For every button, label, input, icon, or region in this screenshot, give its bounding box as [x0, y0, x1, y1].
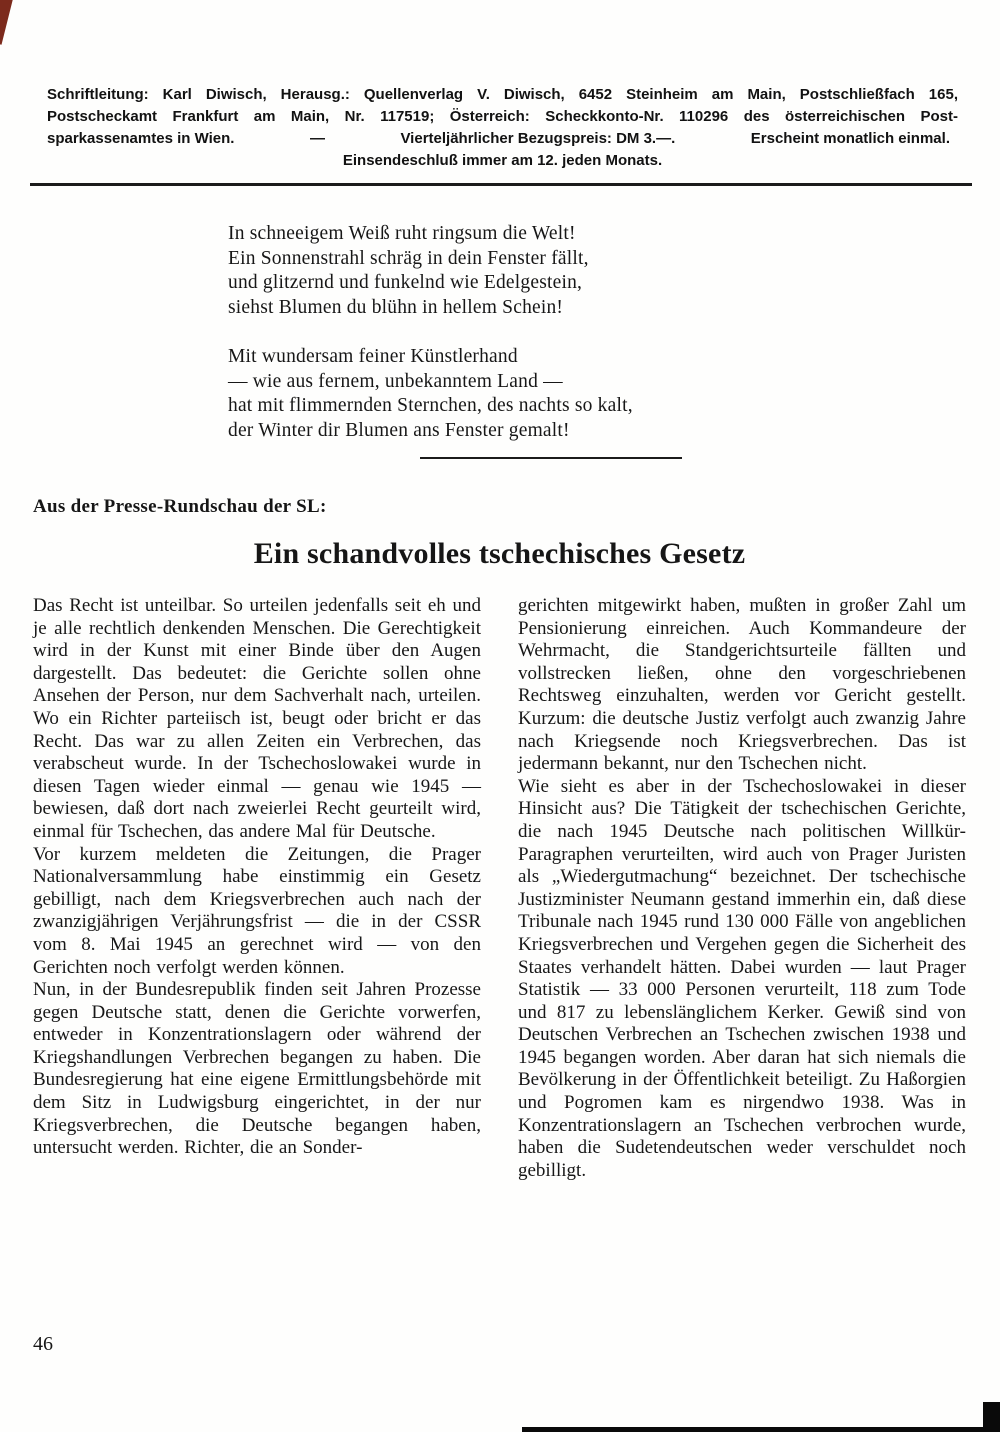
poem-line: Mit wundersam feiner Künstlerhand	[228, 346, 518, 367]
scan-artifact-top-left	[0, 0, 14, 45]
article-left-column	[33, 595, 481, 1182]
poem	[228, 222, 633, 443]
poem-line: der Winter dir Blumen ans Fenster gemalt!	[228, 419, 570, 441]
poem-line: In schneeigem Weiß ruht ringsum die Welt!	[228, 223, 576, 244]
paragraph: Wie sieht es aber in der Tschechoslowakei in dieser Hinsicht aus? Die Tätigkeit der tschechischen Gerichte, die nach 1945 Deutsche nach politischen Willkür-Paragraphen verurteilten, wird auch von Prager Juristen als „Wiedergutmachung“ bezeichnet. Der tschechische Justizminister Neumann gestand immerhin ein, daß diese Tribunale nach 1945 rund 130 000 Fälle von angeblichen Kriegsverbrechen und Vergehen gegen die Sicherheit des Staates verhandelt hätten. Dabei wurden — laut Prager Statistik — 33 000 Personen verurteilt, 118 zum Tode und 817 zu lebenslänglichem Kerker. Gewiß sind von Deutschen Verbrechen an Tschechen zwischen 1938 und 1945 begangen worden. Aber daran hat sich niemals die Bevölkerung in der Öffentlichkeit beteiligt. Zu Haßorgien und Pogromen kam es nirgendwo 1938. Was in Konzentrationslagern an Tschechen verbrochen wurde, haben die Sudetendeutschen weder verschuldet noch gebilligt.	[518, 775, 966, 1181]
masthead-line-1: Schriftleitung: Karl Diwisch, Herausg.: Quellenverlag V. Diwisch, 6452 Steinheim am Main, Postschließfach 165,	[47, 86, 958, 103]
poem-line: hat mit flimmernden Sternchen, des nachts so kalt,	[228, 395, 633, 416]
masthead-line-3	[47, 128, 958, 150]
masthead-line-3-dash: —	[309, 130, 325, 147]
masthead-line-4: Einsendeschluß immer am 12. jeden Monats.	[342, 152, 663, 169]
masthead-line-2: Postscheckamt Frankfurt am Main, Nr. 117519; Österreich: Scheckkonto-Nr. 110296 des österreichischen Post-	[47, 108, 958, 125]
paragraph: Das Recht ist unteilbar. So urteilen jedenfalls seit eh und je alle rechtlich denkenden Menschen. Die Gerechtigkeit wird in der Kunst mit einer Binde über den Augen dargestellt. Das bedeutet: die Gerichte sollen ohne Ansehen der Person, nur dem Sachverhalt nach, urteilen. Wo ein Richter parteiisch ist, beugt oder bricht er das Recht. Das war zu allen Zeiten ein Verbrechen, das verabscheut wurde. In der Tschechoslowakei wurde in diesen Tagen wieder einmal — genau wie 1945 — bewiesen, daß dort nach zweierlei Recht geurteilt wird, einmal für Tschechen, das andere Mal für Deutsche.	[33, 595, 481, 842]
masthead-line-3-segment: sparkassenamtes in Wien.	[47, 130, 235, 147]
article-body	[33, 595, 966, 1182]
poem-line: Ein Sonnenstrahl schräg in dein Fenster fällt,	[228, 247, 589, 269]
paragraph: Vor kurzem meldeten die Zeitungen, die Prager Nationalversammlung habe einstimmig ein Gesetz gebilligt, nach dem Kriegsverbrechen auch nach der zwanzigjährigen Verjährungsfrist — die in der CSSR vom 8. Mai 1945 an gerechnet wird — von den Gerichten noch verfolgt werden können.	[33, 843, 481, 978]
poem-line: siehst Blumen du blühn in hellem Schein!	[228, 296, 564, 318]
article-kicker: Aus der Presse-Rundschau der SL:	[33, 496, 327, 517]
poem-stanza-2	[228, 345, 633, 443]
poem-line: und glitzernd und funkelnd wie Edelgestein,	[228, 272, 583, 293]
poem-stanza-1	[228, 222, 633, 320]
paragraph: Nun, in der Bundesrepublik finden seit Jahren Prozesse gegen Deutsche statt, denen die Gerichte vorwerfen, entweder in Konzentrationslagern oder während der Kriegshandlungen Verbrechen begangen zu haben. Die Bundesregierung hat eine eigene Ermittlungsbehörde mit dem Sitz in Ludwigsburg eingerichtet, in der nur Kriegsverbrechen, die Deutsche begangen haben, untersucht werden. Richter, die an Sonder-	[33, 979, 481, 1159]
horizontal-rule-main	[30, 183, 972, 186]
article-right-column	[518, 595, 966, 1182]
page-number: 46	[33, 1333, 53, 1355]
article-title: Ein schandvolles tschechisches Gesetz	[253, 537, 746, 570]
poem-line: — wie aus fernem, unbekanntem Land —	[228, 370, 563, 392]
paragraph: gerichten mitgewirkt haben, mußten in großer Zahl um Pensionierung einreichen. Auch Kommandeure der Wehrmacht, die Standgerichtsurteile fällten und vollstrecken ließen, ohne den vorgeschriebenen Rechtsweg einzuhalten, werden vor Gericht gestellt. Kurzum: die deutsche Justiz verfolgt auch zwanzig Jahre nach Kriegsende noch Kriegsverbrechen. Das ist jedermann bekannt, nur den Tschechen nicht.	[518, 595, 966, 775]
scan-artifact-bottom-strip	[522, 1427, 1000, 1432]
horizontal-rule-short	[420, 457, 682, 459]
masthead	[47, 84, 958, 172]
masthead-line-3-segment: Vierteljährlicher Bezugspreis: DM 3.—.	[400, 130, 676, 147]
masthead-line-3-segment: Erscheint monatlich einmal.	[750, 130, 950, 147]
scan-artifact-bottom-right	[983, 1402, 1000, 1432]
